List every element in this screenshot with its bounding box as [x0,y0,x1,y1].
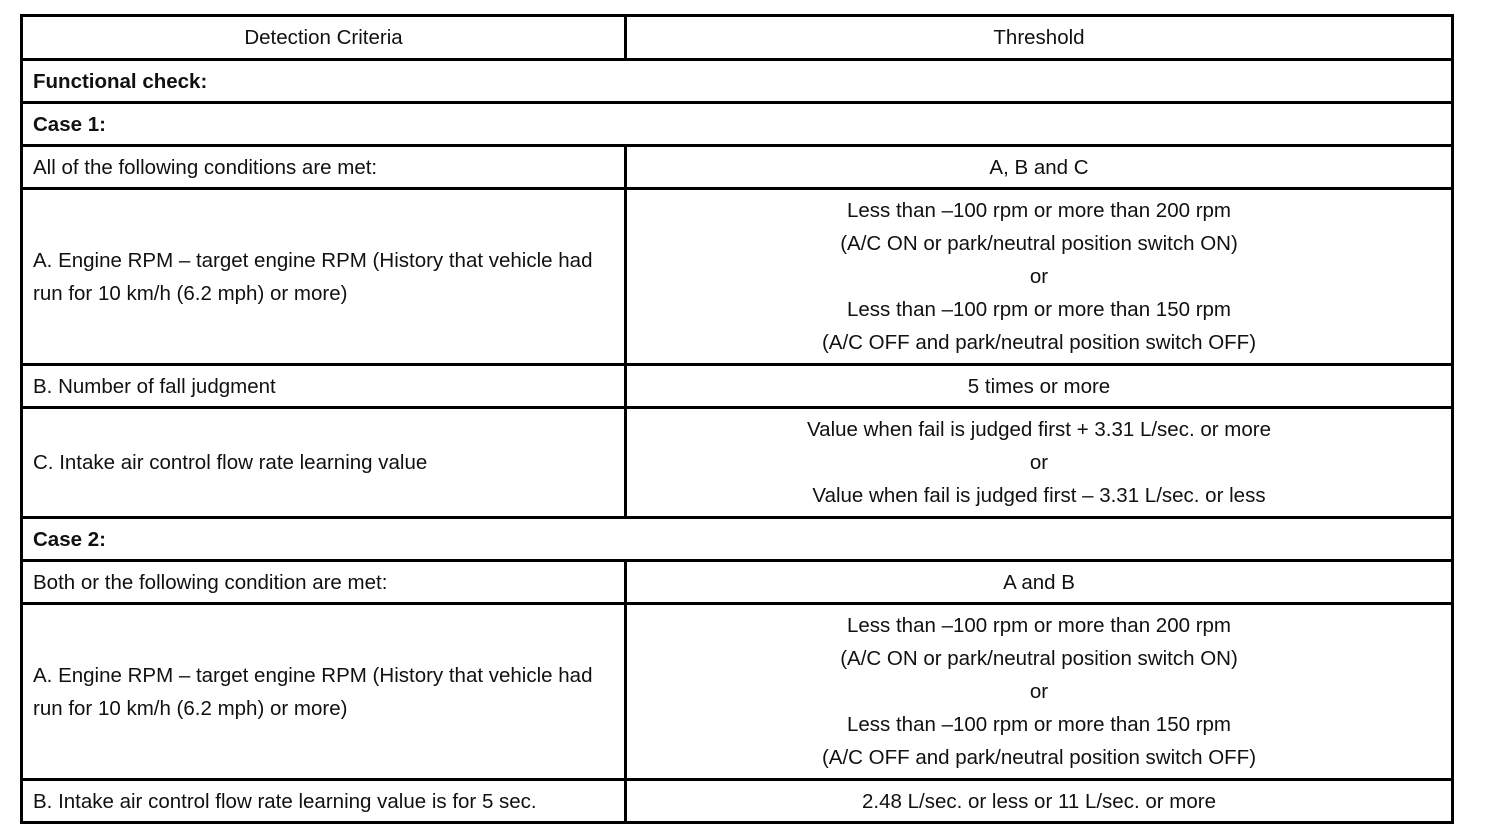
case-1-a-threshold [626,189,1453,365]
table-row [22,604,1453,780]
case-1-a-criteria: A. Engine RPM – target engine RPM (History that vehicle had run for 10 km/h (6.2 mph) or more) [22,189,626,365]
header-detection-criteria: Detection Criteria [22,16,626,60]
threshold-line: Less than –100 rpm or more than 150 rpm [846,298,1231,321]
threshold-line: (A/C OFF and park/neutral position switch OFF) [821,331,1257,354]
table-row [22,365,1453,408]
threshold-line: (A/C ON or park/neutral position switch ON) [840,647,1238,670]
table-row [22,189,1453,365]
threshold-line: or [1029,680,1049,703]
threshold-line: or [1029,265,1049,288]
case-1-c-threshold [626,408,1453,518]
table-row [22,146,1453,189]
case-1-row [22,103,1453,146]
case-1-c-criteria: C. Intake air control flow rate learning value [22,408,626,518]
threshold-line: Less than –100 rpm or more than 200 rpm [846,199,1231,222]
case-2-title: Case 2: [22,518,1453,561]
header-threshold: Threshold [626,16,1453,60]
case-1-b-criteria: B. Number of fall judgment [22,365,626,408]
case-2-row [22,518,1453,561]
case-2-b-criteria: B. Intake air control flow rate learning value is for 5 sec. [22,780,626,823]
case-1-title: Case 1: [22,103,1453,146]
case-2-summary-threshold: A and B [626,561,1453,604]
case-2-b-threshold: 2.48 L/sec. or less or 11 L/sec. or more [626,780,1453,823]
case-2-a-criteria: A. Engine RPM – target engine RPM (History that vehicle had run for 10 km/h (6.2 mph) or more) [22,604,626,780]
section-row [22,60,1453,103]
table-header-row [22,16,1453,60]
threshold-line: Value when fail is judged first – 3.31 L/sec. or less [812,484,1266,507]
case-1-b-threshold: 5 times or more [626,365,1453,408]
case-1-summary-criteria: All of the following conditions are met: [22,146,626,189]
case-2-a-threshold [626,604,1453,780]
detection-criteria-table [20,14,1454,824]
functional-check-title: Functional check: [22,60,1453,103]
table-row [22,561,1453,604]
case-1-summary-threshold: A, B and C [626,146,1453,189]
case-2-summary-criteria: Both or the following condition are met: [22,561,626,604]
threshold-line: Less than –100 rpm or more than 200 rpm [846,614,1231,637]
threshold-line: (A/C OFF and park/neutral position switch OFF) [821,746,1257,769]
threshold-line: Value when fail is judged first + 3.31 L/sec. or more [807,418,1271,441]
table-row [22,408,1453,518]
table-row [22,780,1453,823]
threshold-line: Less than –100 rpm or more than 150 rpm [846,713,1231,736]
threshold-line: or [1029,451,1049,474]
threshold-line: (A/C ON or park/neutral position switch ON) [840,232,1238,255]
